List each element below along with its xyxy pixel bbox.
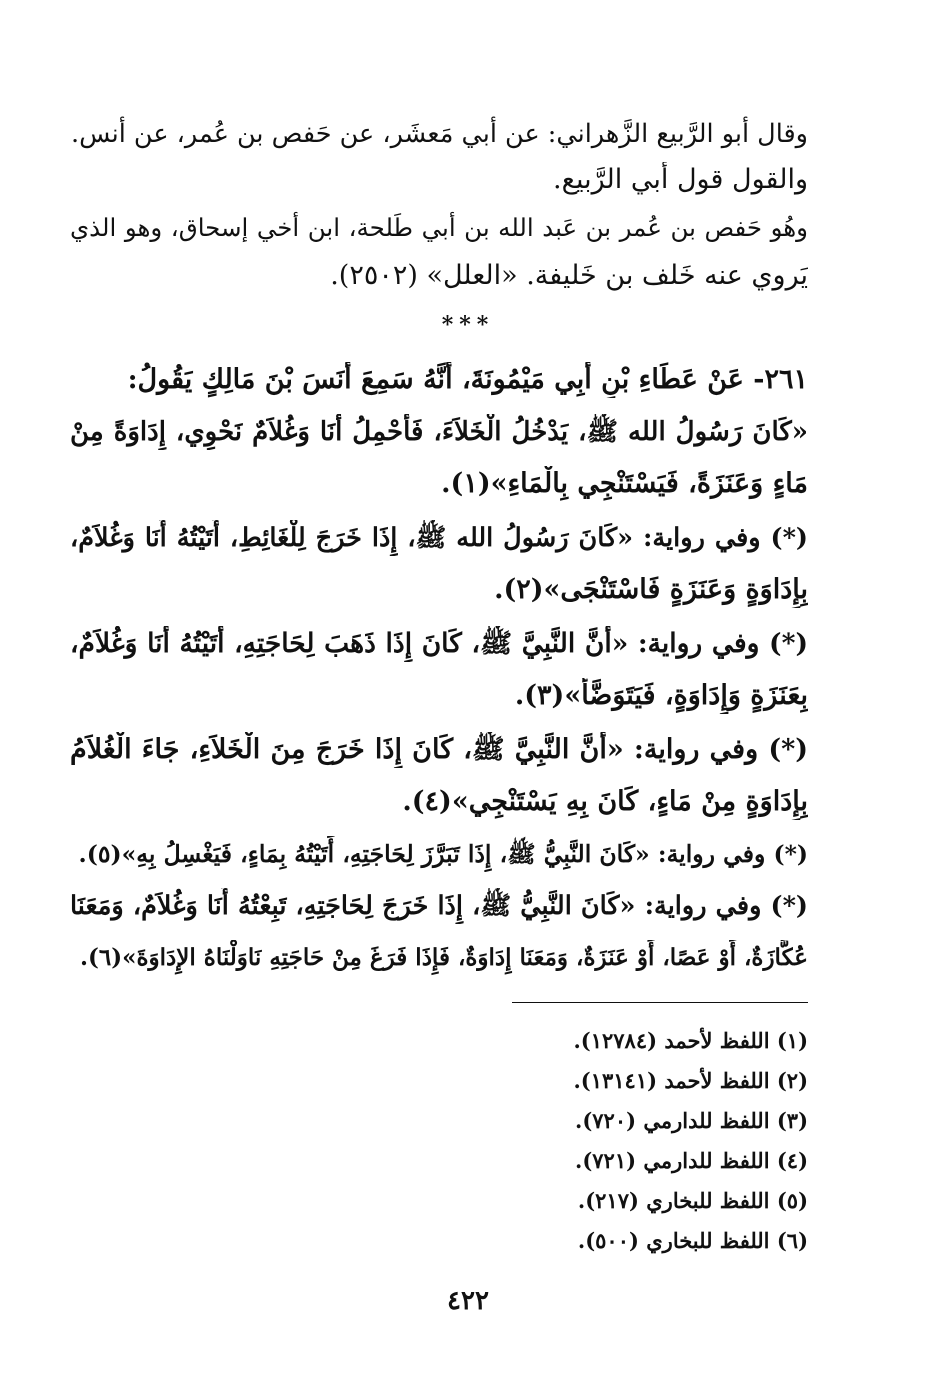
riwaya-line: بِإِدَاوَةٍ مِنْ مَاءٍ، كَانَ بِهِ يَسْتَنْجِي»(٤). — [402, 786, 808, 817]
hadith-heading: ٢٦١- عَنْ عَطَاءِ بْنِ أَبِي مَيْمُونَةَ، أَنَّهُ سَمِعَ أَنَسَ بْنَ مَالِكٍ يَقُولُ: — [127, 364, 808, 395]
riwaya-line: (*) وفي رواية: «كَانَ النَّبِيُّ ﷺ، إِذَا خَرَجَ لِحَاجَتِهِ، تَبِعْتُهُ أَنَا وَغُلاَمٌ، وَمَعَنَا — [70, 891, 808, 921]
riwaya-line: بِإِدَاوَةٍ وَعَنَزَةٍ فَاسْتَنْجَى»(٢). — [494, 574, 808, 605]
hadith-line: «كَانَ رَسُولُ الله ﷺ، يَدْخُلُ الْخَلاَءَ، فَأَحْمِلُ أَنَا وَغُلاَمٌ نَحْوِي، إِدَاوَةً مِنْ — [70, 417, 808, 447]
footnote-6: (٦) اللفظ للبخاري (٥٠٠). — [577, 1228, 808, 1253]
riwaya-line: (*) وفي رواية: «أَنَّ النَّبِيَّ ﷺ، كَانَ إِذَا ذَهَبَ لِحَاجَتِهِ، أَتَيْتُهُ أَنَا وَغُلاَمٌ، — [70, 628, 808, 659]
intro-line-2: والقول قول أبي الرَّبيع. — [553, 164, 808, 195]
riwaya-line: (*) وفي رواية: «كَانَ النَّبِيُّ ﷺ، إِذَا تَبَرَّزَ لِحَاجَتِهِ، أَتَيْتُهُ بِمَاءٍ، فَيَغْسِلُ بِهِ»(٥). — [78, 840, 808, 868]
riwaya-line: (*) وفي رواية: «كَانَ رَسُولُ الله ﷺ، إِذَا خَرَجَ لِلْغَائِطِ، أَتَيْتُهُ أَنَا وَغُلاَمٌ، — [70, 523, 808, 553]
footnote-3: (٣) اللفظ للدارمي (٧٢٠). — [575, 1108, 808, 1133]
intro-line-4: يَروي عنه خَلف بن خَليفة. «العلل» (٢٥٠٢). — [330, 260, 808, 291]
hadith-line: مَاءٍ وَعَنَزَةً، فَيَسْتَنْجِي بِالْمَاءِ»(١). — [441, 468, 808, 499]
footnote-5: (٥) اللفظ للبخاري (٢١٧). — [577, 1188, 808, 1213]
intro-line-1: وقال أبو الرَّبيع الزَّهراني: عن أبي مَعشَر، عن حَفص بن عُمر، عن أنس. — [71, 119, 808, 149]
riwaya-line: عُكَّازَةٌ، أَوْ عَصًا، أَوْ عَنَزَةٌ، وَمَعَنَا إِدَاوَةٌ، فَإِذَا فَرَغَ مِنْ حَاجَتِهِ نَاوَلْنَاهُ الإِدَاوَةَ»(٦). — [79, 944, 808, 971]
footnote-divider — [512, 1002, 808, 1003]
riwaya-line: بِعَنَزَةٍ وَإِدَاوَةٍ، فَيَتَوَضَّأُ»(٣). — [514, 680, 808, 711]
footnote-2: (٢) اللفظ لأحمد (١٣١٤١). — [573, 1068, 808, 1093]
intro-line-3: وهُو حَفص بن عُمر بن عَبد الله بن أبي طَلحة، ابن أخي إسحاق، وهو الذي — [70, 213, 808, 242]
riwaya-line: (*) وفي رواية: «أَنَّ النَّبِيَّ ﷺ، كَانَ إِذَا خَرَجَ مِنَ الْخَلاَءِ، جَاءَ الْغُلاَمُ — [70, 734, 808, 765]
footnote-1: (١) اللفظ لأحمد (١٢٧٨٤). — [573, 1028, 808, 1053]
footnote-4: (٤) اللفظ للدارمي (٧٢١). — [575, 1148, 808, 1173]
page-number: ٤٢٢ — [447, 1286, 489, 1316]
section-separator: *** — [441, 312, 495, 338]
